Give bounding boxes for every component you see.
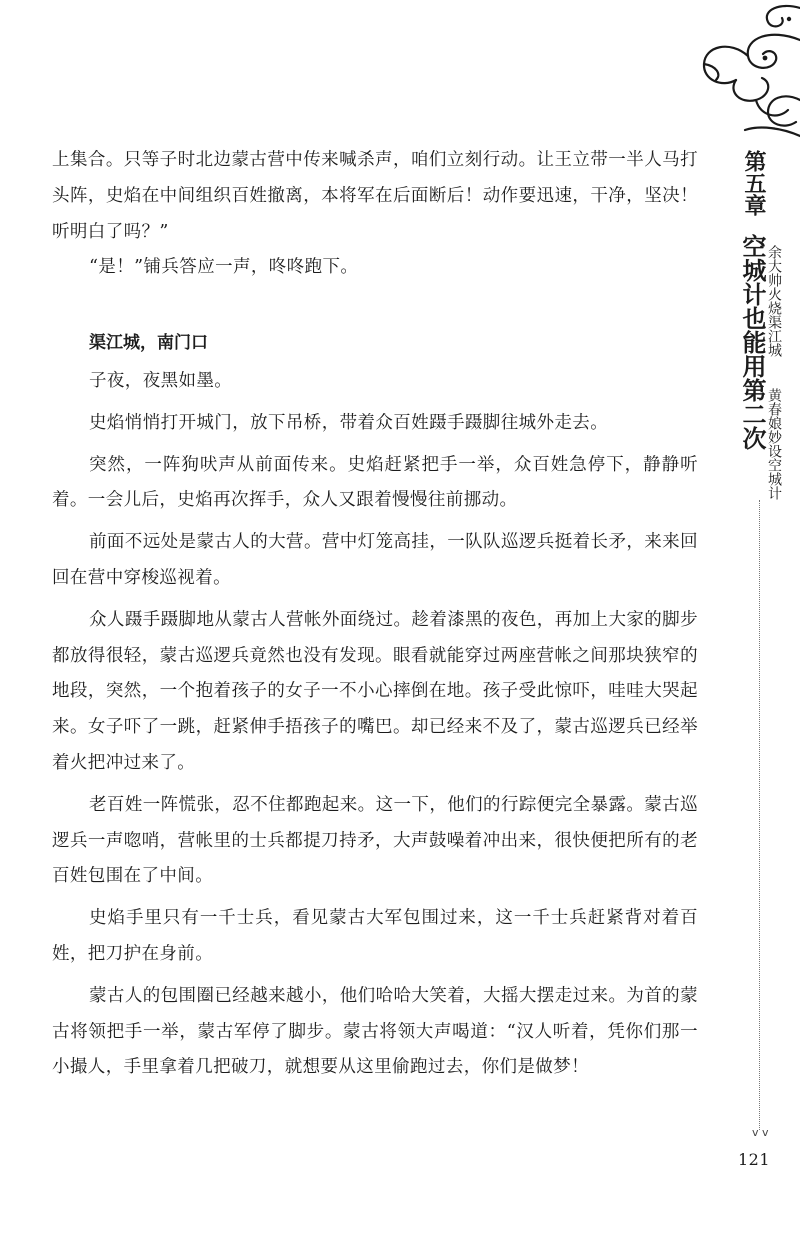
paragraph: 史焰悄悄打开城门，放下吊桥，带着众百姓蹑手蹑脚往城外走去。 bbox=[89, 412, 609, 433]
paragraph: 突然，一阵狗吠声从前面传来。史焰赶紧把手一举，众百姓急停下，静静听着。一会儿后，史焰再次挥手，众人又跟着慢慢往前挪动。 bbox=[52, 454, 698, 511]
chapter-label: 第五章 bbox=[741, 150, 766, 216]
chapter-subtitle-2: 黄春娘妙设空城计 bbox=[766, 388, 782, 500]
paragraph: “是！”铺兵答应一声，咚咚跑下。 bbox=[89, 257, 359, 278]
body-text bbox=[52, 143, 698, 1086]
paragraph-continuation: 上集合。只等子时北边蒙古营中传来喊杀声，咱们立刻行动。让王立带一半人马打头阵，史焰在中间组织百姓撤离，本将军在后面断后！动作要迅速，干净，坚决！听明白了吗？” bbox=[52, 150, 698, 242]
paragraph: 子夜，夜黑如墨。 bbox=[89, 370, 233, 391]
paragraph: 蒙古人的包围圈已经越来越小，他们哈哈大笑着，大摇大摆走过来。为首的蒙古将领把手一举，蒙古军停了脚步。蒙古将领大声喝道：“汉人听着，凭你们那一小撮人，手里拿着几把破刀，就想要从这里偷跑过去，你们是做梦！ bbox=[52, 985, 698, 1078]
chapter-title: 空城计也能用第二次 bbox=[738, 234, 766, 450]
sidebar-dotted-rule bbox=[759, 500, 760, 1130]
section-heading: 渠江城，南门口 bbox=[89, 333, 208, 354]
paragraph: 众人蹑手蹑脚地从蒙古人营帐外面绕过。趁着漆黑的夜色，再加上大家的脚步都放得很轻，蒙古巡逻兵竟然也没有发现。眼看就能穿过两座营帐之间那块狭窄的地段，突然，一个抱着孩子的女子一不小心摔倒在地。孩子受此惊吓，哇哇大哭起来。女子吓了一跳，赶紧伸手捂孩子的嘴巴。却已经来不及了，蒙古巡逻兵已经举着火把冲过来了。 bbox=[52, 609, 698, 773]
paragraph: 前面不远处是蒙古人的大营。营中灯笼高挂，一队队巡逻兵挺着长矛，来来回回在营中穿梭巡视着。 bbox=[52, 532, 698, 588]
page-marker: v v bbox=[752, 1126, 769, 1139]
cloud-ornament-icon bbox=[0, 0, 800, 150]
page-number: 121 bbox=[738, 1150, 771, 1169]
paragraph: 老百姓一阵慌张，忍不住都跑起来。这一下，他们的行踪便完全暴露。蒙古巡逻兵一声唿哨，营帐里的士兵都提刀持矛，大声鼓噪着冲出来，很快便把所有的老百姓包围在了中间。 bbox=[52, 794, 698, 887]
chapter-subtitle-1: 余大帅火烧渠江城 bbox=[766, 245, 782, 357]
paragraph: 史焰手里只有一千士兵，看见蒙古大军包围过来，这一千士兵赶紧背对着百姓，把刀护在身前。 bbox=[52, 908, 698, 964]
